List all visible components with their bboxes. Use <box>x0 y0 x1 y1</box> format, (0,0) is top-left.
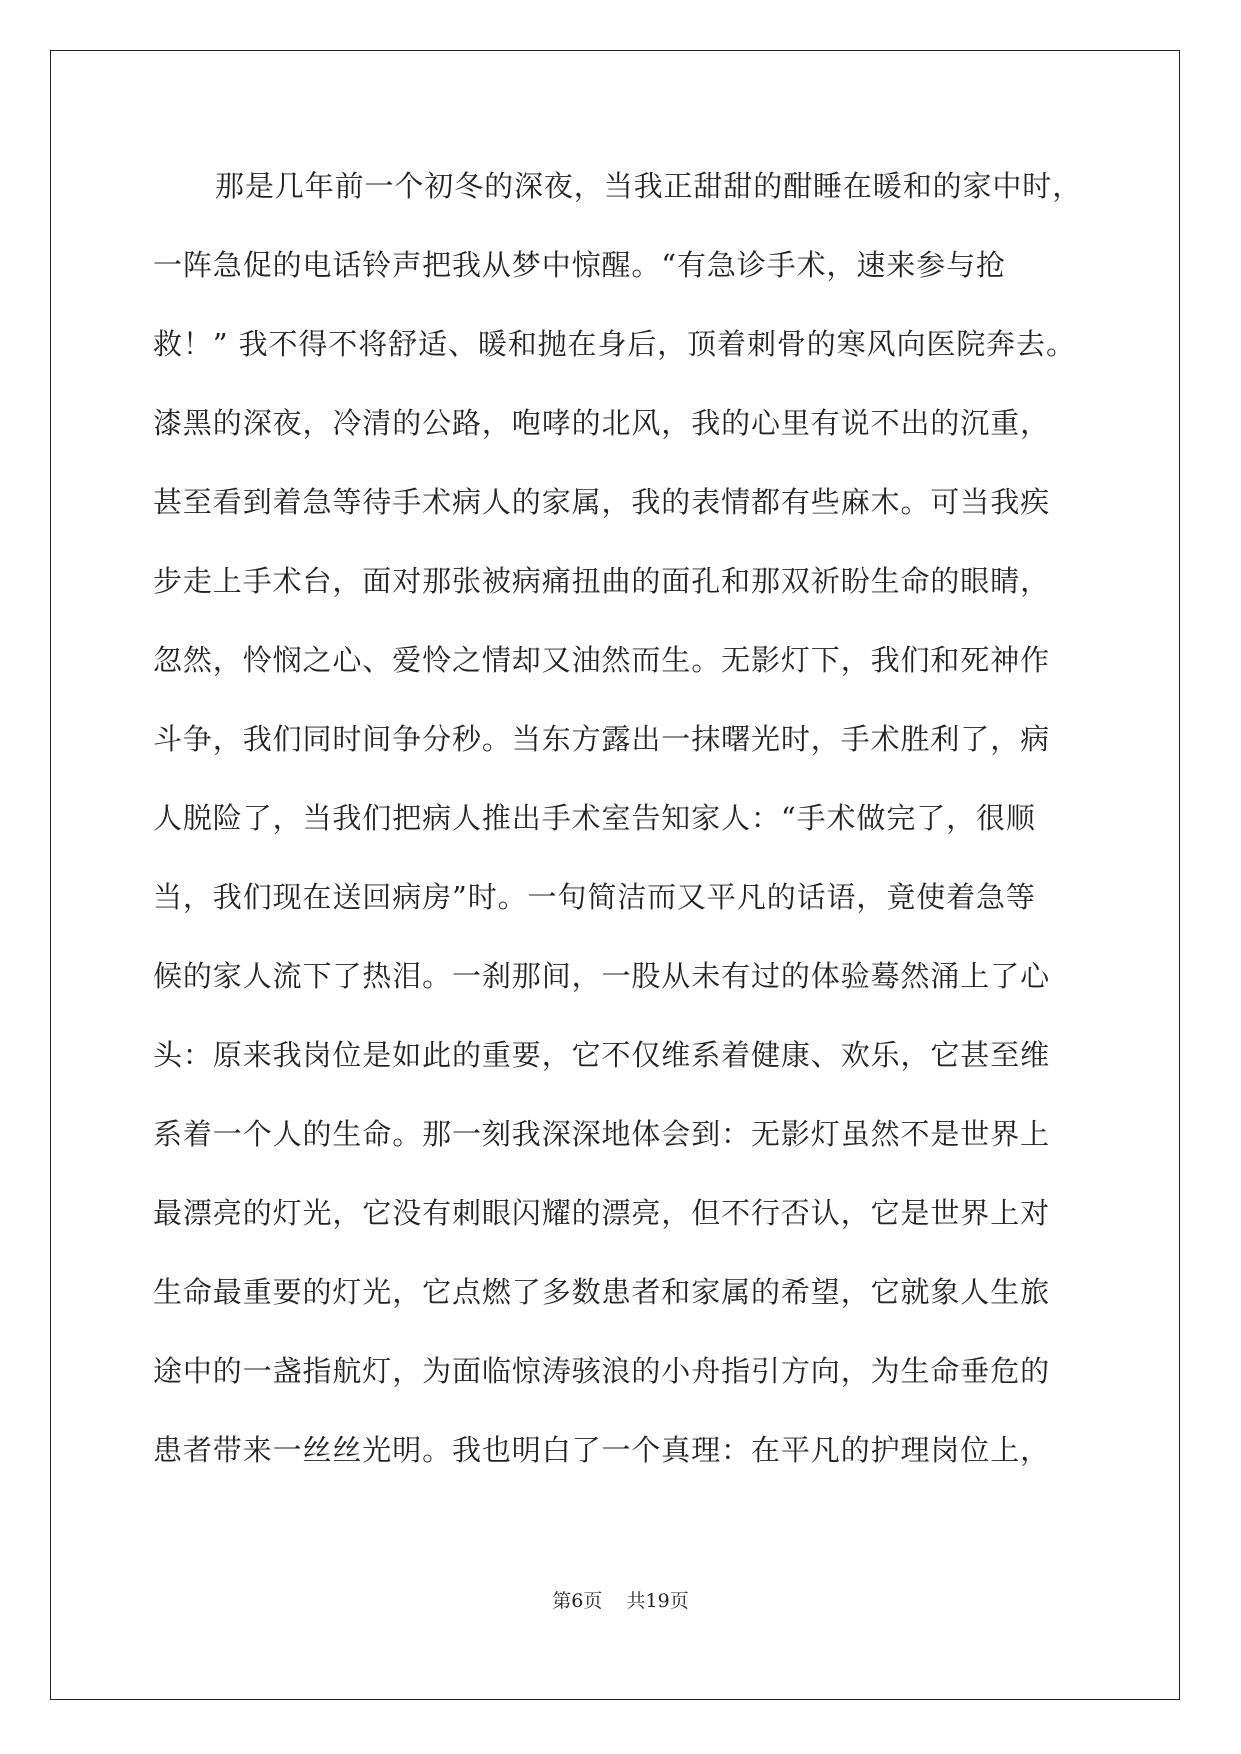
text-line: 斗争，我们同时间争分秒。当东方露出一抹曙光时，手术胜利了，病 <box>153 722 1051 756</box>
text-line: 候的家人流下了热泪。一刹那间，一股从未有过的体验蓦然涌上了心 <box>153 959 1051 993</box>
text-line: 系着一个人的生命。那一刻我深深地体会到：无影灯虽然不是世界上 <box>153 1117 1051 1151</box>
text-line: 那是几年前一个初冬的深夜，当我正甜甜的酣睡在暖和的家中时， <box>215 169 1083 203</box>
text-line: 生命最重要的灯光，它点燃了多数患者和家属的希望，它就象人生旅 <box>153 1275 1051 1309</box>
body-text <box>153 168 1093 1511</box>
text-line: 患者带来一丝丝光明。我也明白了一个真理：在平凡的护理岗位上， <box>153 1433 1051 1467</box>
text-line: 一阵急促的电话铃声把我从梦中惊醒。“有急诊手术，速来参与抢 <box>153 248 1006 282</box>
text-line: 救！” 我不得不将舒适、暖和抛在身后，顶着刺骨的寒风向医院奔去。 <box>153 327 1076 361</box>
text-line: 步走上手术台，面对那张被病痛扭曲的面孔和那双祈盼生命的眼睛， <box>153 564 1051 598</box>
text-line: 最漂亮的灯光，它没有刺眼闪耀的漂亮，但不行否认，它是世界上对 <box>153 1196 1051 1230</box>
page-number-footer: 第6页 共19页 <box>552 1590 689 1612</box>
text-line: 漆黑的深夜，冷清的公路，咆哮的北风，我的心里有说不出的沉重， <box>153 406 1051 440</box>
text-line: 人脱险了，当我们把病人推出手术室告知家人：“手术做完了，很顺 <box>153 801 1036 835</box>
text-line: 途中的一盏指航灯，为面临惊涛骇浪的小舟指引方向，为生命垂危的 <box>153 1354 1051 1388</box>
text-line: 头：原来我岗位是如此的重要，它不仅维系着健康、欢乐，它甚至维 <box>153 1038 1051 1072</box>
text-line: 忽然，怜悯之心、爱怜之情却又油然而生。无影灯下，我们和死神作 <box>153 643 1051 677</box>
text-line: 当，我们现在送回病房”时。一句简洁而又平凡的话语，竟使着急等 <box>153 880 1036 914</box>
text-line: 甚至看到着急等待手术病人的家属，我的表情都有些麻木。可当我疾 <box>153 485 1051 519</box>
